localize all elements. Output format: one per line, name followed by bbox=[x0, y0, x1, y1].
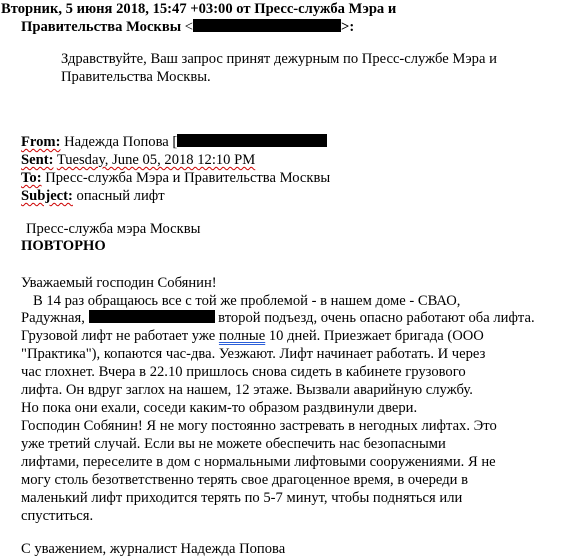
body-line-10: лифтами, переселите в дом с нормальными лифтовыми сооружениями. Я не bbox=[21, 454, 496, 470]
from-row bbox=[21, 134, 327, 151]
forward-header-sender-name: Правительства Москвы bbox=[21, 19, 182, 35]
body-line-3 bbox=[21, 328, 484, 345]
auto-reply-line-1: Здравствуйте, Ваш запрос принят дежурным по Пресс-службе Мэра и bbox=[61, 51, 497, 67]
street-name: Радужная, bbox=[21, 310, 85, 326]
body-line-3-a: Грузовой лифт не работает уже bbox=[21, 328, 219, 344]
sent-value: Tuesday, June 05, 2018 12:10 PM bbox=[56, 152, 256, 168]
recipient-line: Пресс-служба мэра Москвы bbox=[26, 221, 201, 237]
subject-value: опасный лифт bbox=[76, 188, 165, 204]
body-line-7: Но пока они ехали, соседи каким-то образом раздвинули двери. bbox=[21, 400, 418, 416]
from-value: Надежда Попова [ bbox=[64, 134, 178, 150]
body-line-2-rest: второй подъезд, очень опасно работают оба лифта. bbox=[218, 310, 535, 326]
body-line-9: уже третий случай. Если вы не можете обеспечить нас безопасными bbox=[21, 436, 446, 452]
redacted-email bbox=[193, 19, 341, 32]
signoff-line: С уважением, журналист Надежда Попова bbox=[21, 541, 286, 557]
body-line-5: час глохнет. Вчера в 22.10 пришлось снова сидеть в кабинете грузового bbox=[21, 364, 466, 380]
email-open-bracket: < bbox=[184, 19, 194, 35]
body-line-4: "Практика"), копаются час-два. Уезжают. Лифт начинает работать. И через bbox=[21, 346, 486, 362]
to-label: To: bbox=[21, 170, 42, 186]
subject-label: Subject: bbox=[21, 188, 73, 204]
body-line-2 bbox=[21, 310, 535, 327]
auto-reply-line-2: Правительства Москвы. bbox=[61, 69, 211, 85]
body-line-1: В 14 раз обращаюсь все с той же проблемой - в нашем доме - СВАО, bbox=[33, 293, 461, 309]
greeting-line: Уважаемый господин Собянин! bbox=[21, 275, 217, 291]
sent-label: Sent: bbox=[21, 152, 54, 168]
forward-header-line-2 bbox=[21, 19, 354, 36]
body-line-8: Господин Собянин! Я не могу постоянно застревать в негодных лифтах. Это bbox=[21, 418, 497, 434]
redacted-sender-email bbox=[177, 134, 327, 147]
redacted-address bbox=[89, 310, 215, 323]
sent-row bbox=[21, 152, 255, 169]
subject-row bbox=[21, 188, 165, 205]
to-row bbox=[21, 170, 330, 187]
email-close-bracket: >: bbox=[341, 19, 355, 35]
body-line-3-c: 10 дней. Приезжает бригада (ООО bbox=[265, 328, 484, 344]
body-line-11: могу столь безответственно терять свое драгоценное время, в очереди в bbox=[21, 472, 468, 488]
body-line-12: маленький лифт приходится терять по 5-7 минут, чтобы подняться или bbox=[21, 490, 463, 506]
body-line-6: лифта. Он вдруг заглох на нашем, 12 этаже. Вызвали аварийную службу. bbox=[21, 382, 473, 398]
body-line-13: спуститься. bbox=[21, 508, 94, 524]
forward-header-line-1 bbox=[1, 1, 396, 18]
forward-header-text: Вторник, 5 июня 2018, 15:47 +03:00 от Пресс-служба Мэра и bbox=[1, 1, 397, 17]
repeat-heading: ПОВТОРНО bbox=[21, 238, 106, 254]
body-line-3-flagged-word: полные bbox=[218, 328, 266, 344]
from-label: From: bbox=[21, 134, 61, 150]
to-value: Пресс-служба Мэра и Правительства Москвы bbox=[45, 170, 331, 186]
